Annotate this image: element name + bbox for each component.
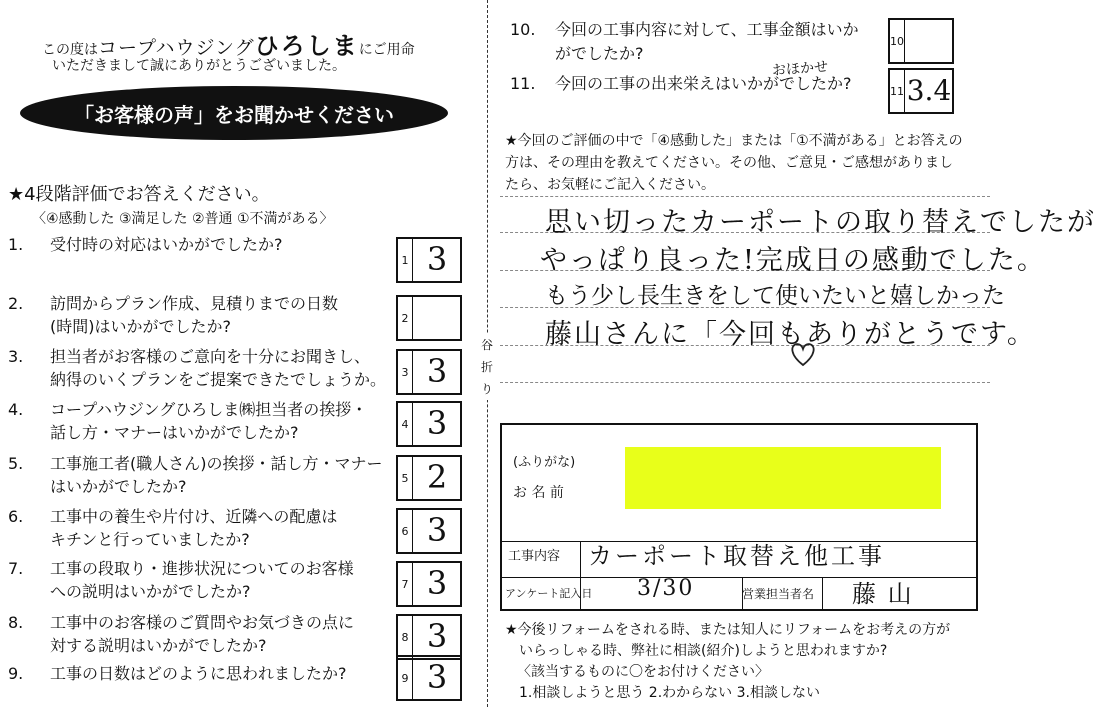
question-line: 担当者がお客様のご意向を十分にお聞きし、 <box>50 347 371 366</box>
answer-box-6[interactable] <box>396 508 462 554</box>
furigana-label: (ふりがな) <box>513 455 576 470</box>
answer-value: 3 <box>426 404 448 442</box>
staff-label: 営業担当者名 <box>742 587 815 601</box>
fold-char: り <box>480 382 493 396</box>
question-text: 今回の工事の出来栄えはいかがでしたか? <box>555 74 852 93</box>
intro-line-2: いただきまして誠にありがとうございました。 <box>52 58 346 74</box>
referral-options[interactable]: 1.相談しようと思う 2.わからない 3.相談しない <box>519 685 820 701</box>
question-number: 6. <box>8 507 24 526</box>
work-label: 工事内容 <box>508 549 561 564</box>
answer-box-1[interactable] <box>396 237 462 283</box>
answer-box-3[interactable] <box>396 349 462 395</box>
comment-prompt <box>505 130 963 196</box>
question-number: 10. <box>510 20 536 39</box>
answer-value: 3 <box>426 564 448 602</box>
referral-question <box>505 620 950 704</box>
handwritten-comment-line: 思い切ったカーポートの取り替えでしたが <box>545 207 1096 238</box>
question-number: 2. <box>8 294 24 313</box>
answer-value: 3 <box>426 511 448 549</box>
question-line: 工事の段取り・進捗状況についてのお客様 <box>50 559 354 578</box>
answer-value <box>906 18 952 62</box>
survey-date-label: アンケート記入日 <box>505 587 593 600</box>
brand-hiroshima: ひろしま <box>254 32 359 60</box>
answer-box-2[interactable] <box>396 295 462 341</box>
question-text <box>50 452 383 498</box>
box-number: 6 <box>398 510 413 552</box>
fold-label <box>478 334 496 400</box>
question-line: キチンと行っていましたか? <box>50 530 250 549</box>
prompt-line: 方は、その理由を教えてください。その他、ご意見・ご感想がありまし <box>505 155 953 171</box>
question-line: 訪問からプラン作成、見積りまでの日数 <box>50 294 339 313</box>
question-line: がでしたか? <box>555 44 644 63</box>
answer-value: 3 <box>426 352 448 390</box>
box-number: 9 <box>398 657 413 699</box>
rating-scale: 〈④感動した ③満足した ②普通 ①不満がある〉 <box>32 211 334 227</box>
fold-char: 折 <box>480 360 493 374</box>
handwritten-comment-line: もう少し長生きをして使いたいと嬉しかった <box>545 283 1005 309</box>
referral-line: ★今後リフォームをされる時、または知人にリフォームをお考えの方が <box>505 622 951 638</box>
question-text <box>50 611 354 657</box>
box-number: 2 <box>398 297 413 339</box>
answer-box-10[interactable] <box>888 18 954 64</box>
question-number: 8. <box>8 613 24 632</box>
answer-box-7[interactable] <box>396 561 462 607</box>
handwritten-comment-line: 藤山さんに「今回もありがとうです。 <box>545 319 1036 350</box>
form-divider <box>822 577 823 609</box>
question-number: 9. <box>8 664 24 683</box>
box-number: 11 <box>890 70 905 112</box>
answer-box-11[interactable] <box>888 68 954 114</box>
ruled-line <box>500 196 990 197</box>
intro-text: この度は <box>42 42 98 58</box>
handwritten-comment-line: やっぱり良った!完成日の感動でした。 <box>540 245 1046 276</box>
handwritten-note: おほかせ <box>771 59 829 79</box>
question-number: 3. <box>8 347 24 366</box>
question-text <box>50 662 347 685</box>
answer-box-9[interactable] <box>396 655 462 701</box>
answer-value: 3 <box>426 658 448 696</box>
work-value[interactable]: カーポート取替え他工事 <box>588 542 885 570</box>
question-line: はいかがでしたか? <box>50 477 187 496</box>
fold-char: 谷 <box>480 338 493 352</box>
question-line: 工事中のお客様のご質問やお気づきの点に <box>50 613 355 632</box>
question-line: 納得のいくプランをご提案できたでしょうか。 <box>50 370 387 389</box>
answer-box-4[interactable] <box>396 401 462 447</box>
question-line: 工事中の養生や片付け、近隣への配慮は <box>50 507 338 526</box>
question-text <box>50 292 338 338</box>
question-line: (時間)はいかがでしたか? <box>50 317 231 336</box>
voice-banner: 「お客様の声」をお聞かせください <box>20 86 448 140</box>
question-10 <box>510 18 859 63</box>
question-line: への説明はいかがでしたか? <box>50 582 251 601</box>
referral-line: いらっしゃる時、弊社に相談(紹介)しようと思われますか? <box>519 643 888 659</box>
question-line: コープハウジングひろしま㈱担当者の挨拶・ <box>50 400 368 419</box>
answer-value: 3.4 <box>906 73 952 107</box>
question-number: 5. <box>8 454 24 473</box>
box-number: 7 <box>398 563 413 605</box>
referral-line: 〈該当するものに〇をお付けください〉 <box>517 664 769 680</box>
box-number: 10 <box>890 20 905 62</box>
box-number: 3 <box>398 351 413 393</box>
redacted-name-field[interactable] <box>625 447 941 509</box>
question-line: 工事の日数はどのように思われましたか? <box>50 664 347 683</box>
box-number: 8 <box>398 616 413 658</box>
answer-box-5[interactable] <box>396 455 462 501</box>
rating-instructions: ★4段階評価でお答えください。 <box>8 184 270 205</box>
question-text <box>50 505 337 551</box>
question-text <box>50 398 367 444</box>
prompt-line: ★今回のご評価の中で「④感動した」または「①不満がある」とお答えの <box>505 133 963 149</box>
question-number: 1. <box>8 235 24 254</box>
question-number: 7. <box>8 559 24 578</box>
question-text <box>50 233 283 256</box>
box-number: 4 <box>398 403 413 445</box>
box-number: 1 <box>398 239 413 281</box>
question-text <box>50 345 386 391</box>
question-line: 話し方・マナーはいかがでしたか? <box>50 423 299 442</box>
box-number: 5 <box>398 457 413 499</box>
survey-date-value[interactable]: 3/30 <box>637 576 695 601</box>
ruled-line <box>500 382 990 383</box>
question-number: 4. <box>8 400 24 419</box>
question-line: 今回の工事内容に対して、工事金額はいか <box>555 20 859 39</box>
heart-icon <box>788 340 818 368</box>
question-number: 11. <box>510 74 536 93</box>
question-11 <box>510 72 852 96</box>
answer-box-8[interactable] <box>396 614 462 660</box>
question-line: 対する説明はいかがでしたか? <box>50 636 267 655</box>
answer-value: 3 <box>426 240 448 278</box>
question-line: 受付時の対応はいかがでしたか? <box>50 235 283 254</box>
answer-value: 2 <box>426 458 448 496</box>
prompt-line: たら、お気軽にご記入ください。 <box>505 177 715 193</box>
intro-text-post: にご用命 <box>358 42 415 58</box>
answer-value: 3 <box>426 617 448 655</box>
name-label: お 名 前 <box>513 485 564 501</box>
question-line: 工事施工者(職人さん)の挨拶・話し方・マナー <box>50 454 383 473</box>
question-text <box>50 557 354 603</box>
staff-value[interactable]: 藤 山 <box>852 580 914 608</box>
brand-name: コープハウジング <box>98 37 255 59</box>
answer-value <box>414 295 460 339</box>
